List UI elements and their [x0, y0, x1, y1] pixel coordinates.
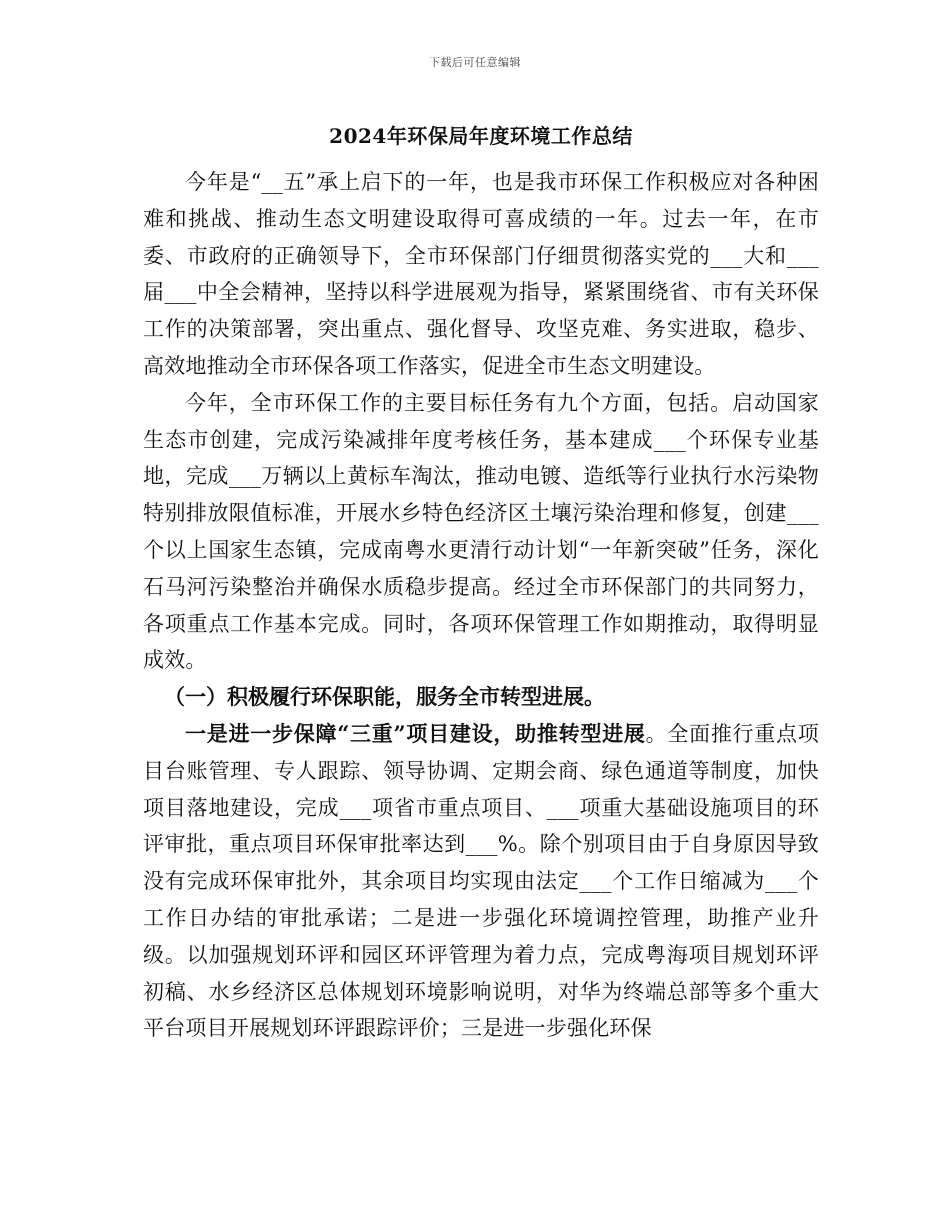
paragraph-goals: 今年，全市环保工作的主要目标任务有九个方面，包括。启动国家生态市创建，完成污染减排年度考核任务，基本建成___个环保专业基地，完成___万辆以上黄标车淘汰，推动电镀、造纸等行业执行水污染物特别排放限值标准，开展水乡特色经济区土壤污染治理和修复，创建___个以上国家生态镇，完成南粤水更清行动计划“一年新突破”任务，深化石马河污染整治并确保水质稳步提高。经过全市环保部门的共同努力，各项重点工作基本完成。同时，各项环保管理工作如期推动，取得明显成效。 [143, 390, 819, 673]
section-1-lead: 一是进一步保障“三重”项目建设，助推转型进展 [185, 720, 646, 746]
document-title: 2024年环保局年度环境工作总结 [329, 124, 633, 148]
document-body [143, 120, 819, 1047]
section-heading-1: （一）积极履行环保职能，服务全市转型进展。 [164, 684, 605, 710]
paragraph-intro: 今年是“__五”承上启下的一年，也是我市环保工作积极应对各种困难和挑战、推动生态文明建设取得可喜成绩的一年。过去一年，在市委、市政府的正确领导下，全市环保部门仔细贯彻落实党的___大和___届___中全会精神，坚持以科学进展观为指导，紧紧围绕省、市有关环保工作的决策部署，突出重点、强化督导、攻坚克难、务实进取，稳步、高效地推动全市环保各项工作落实，促进全市生态文明建设。 [143, 170, 819, 378]
header-note: 下载后可任意编辑 [429, 56, 521, 69]
section-1-paragraph [143, 716, 819, 1047]
section-1-body: 。全面推行重点项目台账管理、专人跟踪、领导协调、定期会商、绿色通道等制度，加快项目落地建设，完成___项省市重点项目、___项重大基础设施项目的环评审批，重点项目环保审批率达到___%。除个别项目由于自身原因导致没有完成环保审批外，其余项目均实现由法定___个工作日缩减为___个工作日办结的审批承诺；二是进一步强化环境调控管理，助推产业升级。以加强规划环评和园区环评管理为着力点，完成粤海项目规划环评初稿、水乡经济区总体规划环境影响说明，对华为终端总部等多个重大平台项目开展规划环评跟踪评价；三是进一步强化环保 [143, 721, 819, 1041]
